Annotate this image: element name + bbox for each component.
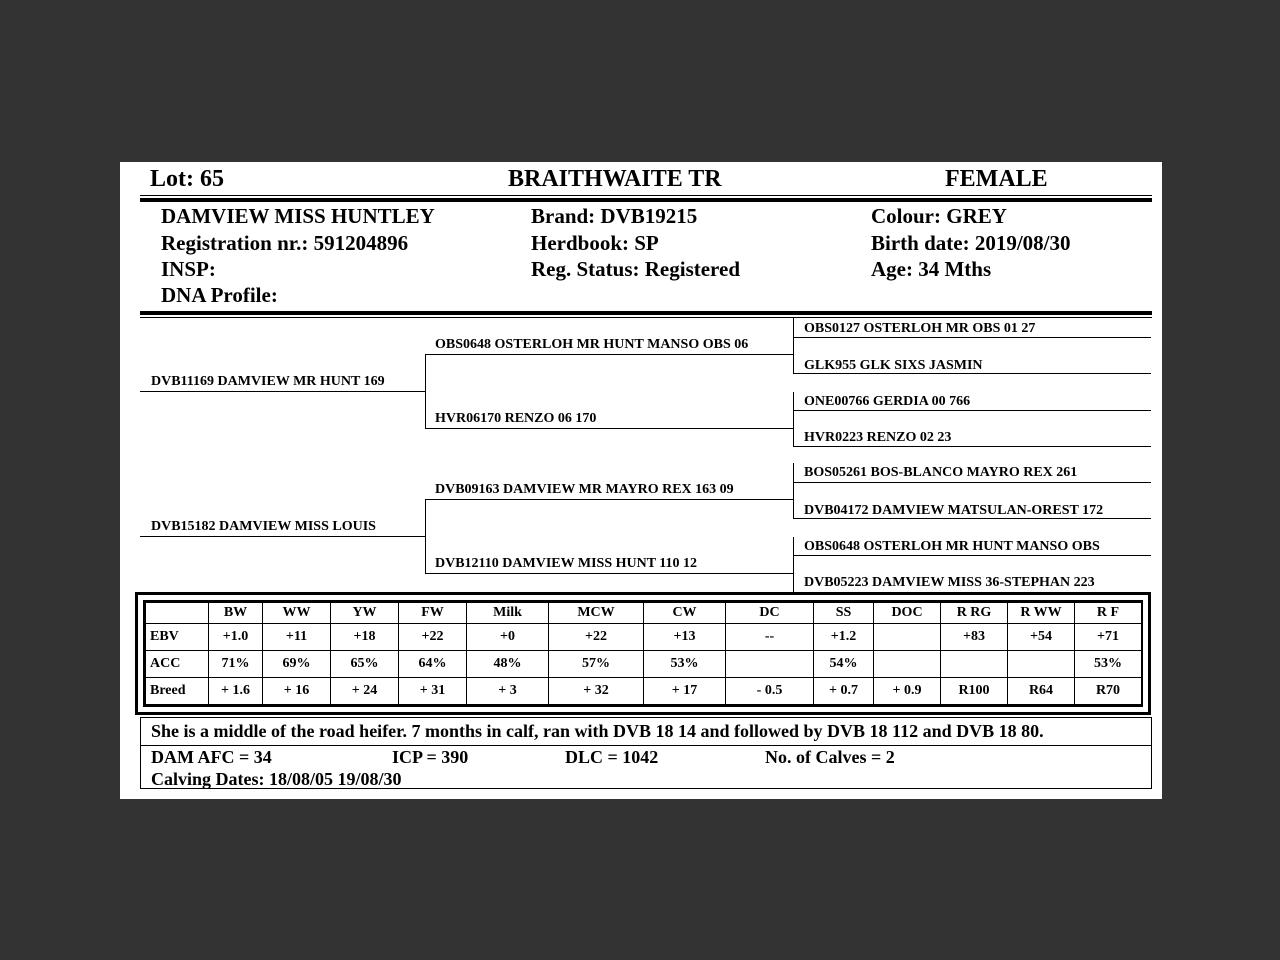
pedigree-ggp-3: ONE00766 GERDIA 00 766: [804, 394, 971, 409]
ebv-column-header: R F: [1075, 603, 1142, 624]
ebv-row: [146, 651, 1142, 678]
ebv-cell: [726, 651, 814, 678]
animal-name: DAMVIEW MISS HUNTLEY: [161, 204, 435, 228]
ebv-cell: --: [726, 624, 814, 651]
ebv-column-header: CW: [644, 603, 726, 624]
comments-separator: [141, 745, 1151, 746]
dam-line: [140, 536, 425, 537]
ebv-row-label: Breed: [146, 678, 209, 705]
ebv-cell: 64%: [399, 651, 467, 678]
pedigree-dam: DVB15182 DAMVIEW MISS LOUIS: [151, 519, 376, 534]
ebv-cell: +1.0: [209, 624, 263, 651]
pedigree-ggp-2: GLK955 GLK SIXS JASMIN: [804, 358, 983, 373]
ebv-cell: + 32: [549, 678, 644, 705]
dam-dam-line: [425, 573, 793, 574]
ebv-cell: + 0.7: [814, 678, 874, 705]
dlc: DLC = 1042: [565, 747, 659, 767]
ebv-row-label: EBV: [146, 624, 209, 651]
pedigree-ggp-8: DVB05223 DAMVIEW MISS 36-STEPHAN 223: [804, 575, 1095, 590]
pedigree-ggp-1: OBS0127 OSTERLOH MR OBS 01 27: [804, 321, 1036, 336]
owner-name: BRAITHWAITE TR: [508, 166, 722, 192]
ebv-column-header: SS: [814, 603, 874, 624]
ebv-cell: + 0.9: [874, 678, 941, 705]
registration-status: Reg. Status: Registered: [531, 257, 740, 281]
ebv-row: [146, 624, 1142, 651]
header-rule-thin: [140, 195, 1152, 196]
ebv-cell: 53%: [1075, 651, 1142, 678]
herdbook: Herdbook: SP: [531, 231, 659, 255]
ebv-column-header: DOC: [874, 603, 941, 624]
gen3-bracket-2: [793, 392, 794, 447]
ebv-cell: +22: [549, 624, 644, 651]
pedigree-sire-sire: OBS0648 OSTERLOH MR HUNT MANSO OBS 06: [435, 337, 749, 352]
ebv-cell: +71: [1075, 624, 1142, 651]
ggp-7-line: [793, 555, 1151, 556]
registration-number: Registration nr.: 591204896: [161, 231, 409, 255]
pedigree-sire-dam: HVR06170 RENZO 06 170: [435, 411, 597, 426]
ebv-cell: +18: [331, 624, 399, 651]
ebv-cell: 57%: [549, 651, 644, 678]
sire-sire-line: [425, 354, 793, 355]
ggp-4-line: [793, 446, 1151, 447]
ebv-table: [145, 602, 1142, 705]
number-of-calves: No. of Calves = 2: [765, 747, 895, 767]
sire-dam-line: [425, 428, 793, 429]
colour: Colour: GREY: [871, 204, 1007, 228]
ebv-column-header: BW: [209, 603, 263, 624]
ebv-cell: + 17: [644, 678, 726, 705]
comments-box: [140, 717, 1152, 789]
ebv-cell: 53%: [644, 651, 726, 678]
ebv-cell: +54: [1008, 624, 1075, 651]
ebv-cell: +22: [399, 624, 467, 651]
ebv-cell: [874, 624, 941, 651]
icp: ICP = 390: [392, 747, 469, 767]
ebv-cell: +0: [467, 624, 549, 651]
pedigree-dam-sire: DVB09163 DAMVIEW MR MAYRO REX 163 09: [435, 482, 734, 497]
ebv-cell: R70: [1075, 678, 1142, 705]
brand: Brand: DVB19215: [531, 204, 698, 228]
ebv-cell: +83: [941, 624, 1008, 651]
ebv-cell: 71%: [209, 651, 263, 678]
ebv-cell: R64: [1008, 678, 1075, 705]
ebv-column-header: [146, 603, 209, 624]
ebv-cell: + 31: [399, 678, 467, 705]
ebv-cell: + 1.6: [209, 678, 263, 705]
ebv-row: [146, 678, 1142, 705]
pedigree-ggp-4: HVR0223 RENZO 02 23: [804, 430, 952, 445]
ebv-cell: +1.2: [814, 624, 874, 651]
ggp-6-line: [793, 518, 1151, 519]
remark-text: She is a middle of the road heifer. 7 months in calf, ran with DVB 18 14 and followed by DVB 18 112 and DVB 18 80.: [151, 721, 1044, 741]
pedigree-sire: DVB11169 DAMVIEW MR HUNT 169: [151, 374, 385, 389]
ggp-2-line: [793, 373, 1151, 374]
ebv-table-inner-frame: [143, 600, 1143, 707]
ebv-cell: 69%: [263, 651, 331, 678]
ggp-1-line: [793, 337, 1151, 338]
ebv-header-row: [146, 603, 1142, 624]
pedigree-dam-dam: DVB12110 DAMVIEW MISS HUNT 110 12: [435, 556, 698, 571]
sire-line: [140, 391, 425, 392]
ebv-column-header: R RG: [941, 603, 1008, 624]
ebv-cell: R100: [941, 678, 1008, 705]
ebv-cell: [1008, 651, 1075, 678]
dam-bracket: [425, 499, 426, 574]
ebv-column-header: YW: [331, 603, 399, 624]
ebv-cell: +11: [263, 624, 331, 651]
ebv-row-label: ACC: [146, 651, 209, 678]
pedigree-ggp-7: OBS0648 OSTERLOH MR HUNT MANSO OBS: [804, 539, 1100, 554]
ebv-column-header: FW: [399, 603, 467, 624]
ebv-table-frame: [135, 592, 1151, 715]
birth-date: Birth date: 2019/08/30: [871, 231, 1071, 255]
ebv-column-header: DC: [726, 603, 814, 624]
gen3-bracket-3: [793, 463, 794, 518]
ggp-3-line: [793, 410, 1151, 411]
ebv-cell: 54%: [814, 651, 874, 678]
calving-dates: Calving Dates: 18/08/05 19/08/30: [151, 769, 402, 789]
insp-label: INSP:: [161, 257, 216, 281]
dna-profile-label: DNA Profile:: [161, 283, 278, 307]
ebv-cell: + 16: [263, 678, 331, 705]
gen3-bracket-1: [793, 318, 794, 373]
ebv-cell: + 3: [467, 678, 549, 705]
ebv-column-header: Milk: [467, 603, 549, 624]
dam-afc: DAM AFC = 34: [151, 747, 272, 767]
ebv-cell: 65%: [331, 651, 399, 678]
info-rule-thin: [140, 317, 1152, 318]
age: Age: 34 Mths: [871, 257, 992, 281]
ebv-cell: - 0.5: [726, 678, 814, 705]
lot-number: Lot: 65: [150, 166, 224, 192]
pedigree-ggp-6: DVB04172 DAMVIEW MATSULAN-OREST 172: [804, 503, 1104, 518]
header-rule-thick: [140, 198, 1152, 202]
ebv-cell: [941, 651, 1008, 678]
ebv-column-header: R WW: [1008, 603, 1075, 624]
animal-sex: FEMALE: [945, 166, 1048, 192]
ggp-5-line: [793, 482, 1151, 483]
sire-bracket: [425, 354, 426, 429]
ebv-column-header: WW: [263, 603, 331, 624]
ebv-cell: + 24: [331, 678, 399, 705]
ebv-cell: +13: [644, 624, 726, 651]
info-rule-thick: [140, 311, 1152, 315]
ebv-column-header: MCW: [549, 603, 644, 624]
pedigree-ggp-5: BOS05261 BOS-BLANCO MAYRO REX 261: [804, 465, 1078, 480]
dam-sire-line: [425, 499, 793, 500]
ebv-cell: 48%: [467, 651, 549, 678]
gen3-bracket-4: [793, 537, 794, 592]
sale-lot-card: [120, 162, 1162, 799]
ebv-cell: [874, 651, 941, 678]
